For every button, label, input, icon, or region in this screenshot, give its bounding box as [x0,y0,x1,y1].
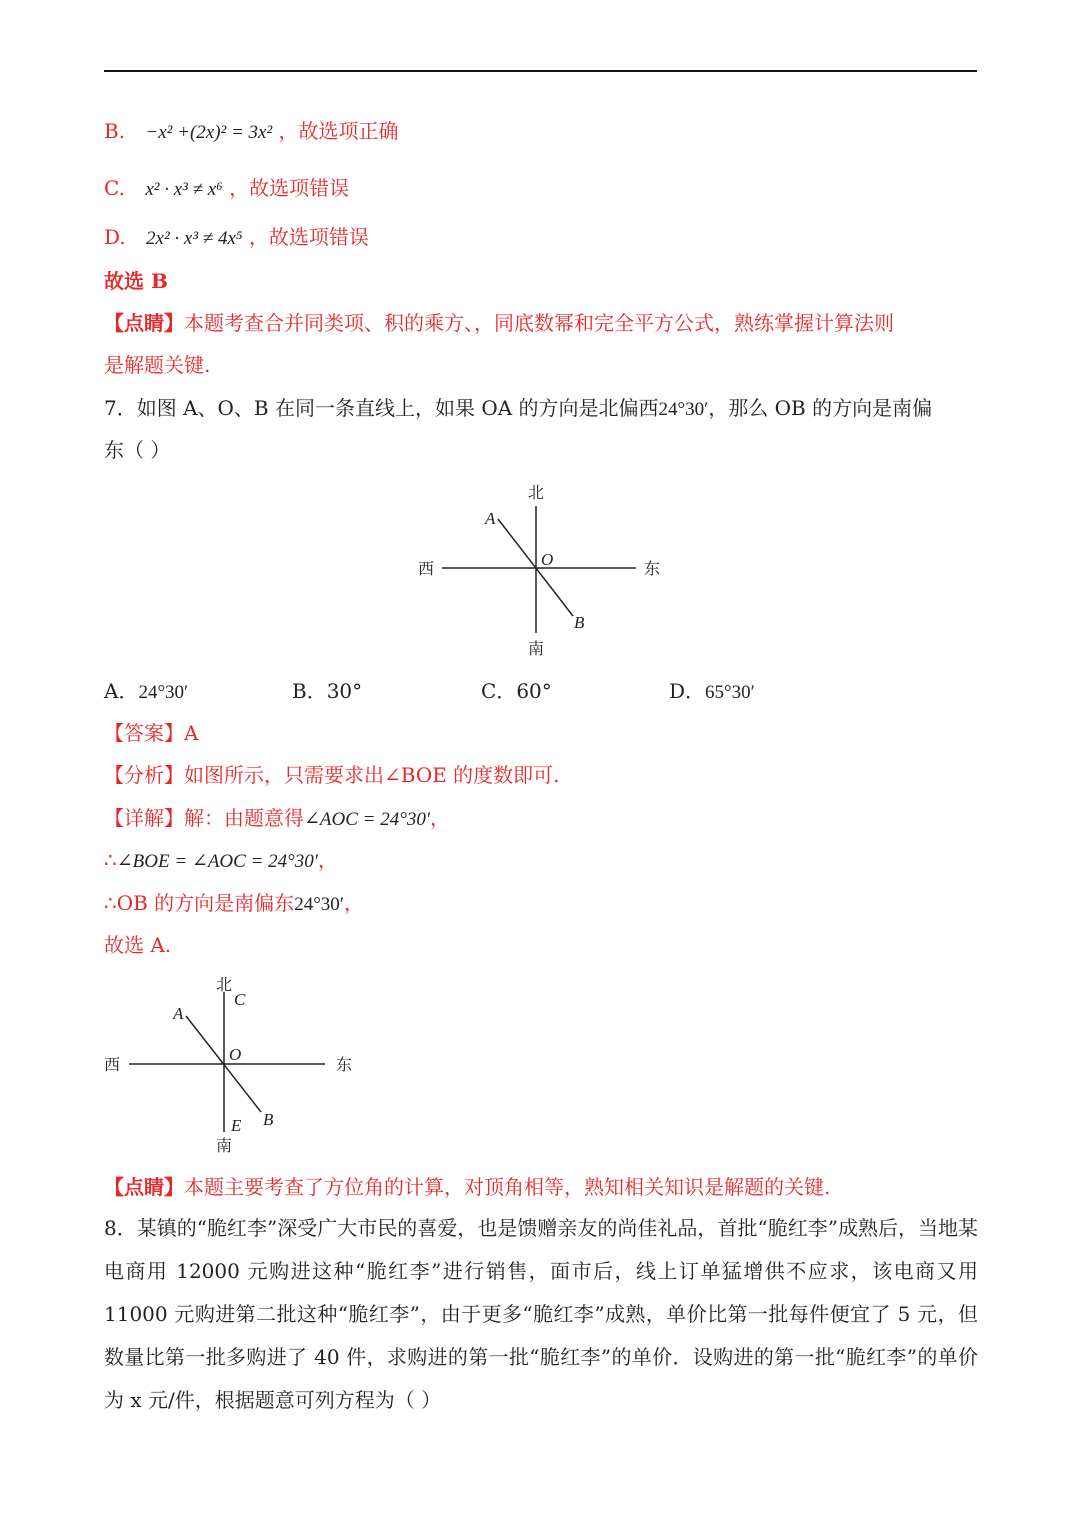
q7-detail [104,803,450,835]
fig2-south-label: 南 [216,1136,233,1155]
q7-answer-value: A [184,721,199,745]
q7-stem-line2: 东（ ） [104,438,171,462]
option-c-line [104,173,349,205]
option-b-text: ，故选项正确 [278,119,399,143]
q7-comment-tag: 【点睛】 [104,1175,184,1199]
fig1-east-label: 东 [644,559,661,578]
q7-option-c [481,676,552,706]
q7-option-b-value: 30° [326,679,363,703]
option-c-math: x² · x³ ≠ x⁶ [145,179,223,200]
q8-stem: 8．某镇的“脆红李”深受广大市民的喜爱，也是馈赠亲友的尚佳礼品，首批“脆红李”成熟后，当地某电商用 12000 元购进这种“脆红李”进行销售，面市后，线上订单猛增供不应求，该电商又用 11000 元购进第二批这种“脆红李”，由于更多“脆红李”成熟，单价比第一批每件便宜了 5 元，但数量比第一批多购进了 40 件，求购进的第一批“脆红李”的单价．设购进的第一批“脆红李”的单价为 x 元/件，根据题意可列方程为（ ） [104,1216,978,1412]
q7-option-a [104,676,188,708]
header-rule [104,70,977,72]
option-c-label: C. [104,176,125,200]
q7-option-a-label: A． [104,679,139,703]
option-d-line [104,222,369,254]
q7-option-b [292,676,362,706]
q7-answer-tag: 【答案】 [104,721,184,745]
option-b-label: B. [104,119,126,143]
q7-option-d [669,676,755,708]
option-c-text: ，故选项错误 [229,176,350,200]
fig1-south-label: 南 [528,639,545,658]
fig2-point-c: C [234,990,246,1009]
option-b-math: −x² +(2x)² = 3x² [145,122,273,143]
fig1-point-a: A [485,509,496,528]
q7-option-c-label: C． [481,679,517,703]
q6-comment-text1: 本题考查合并同类项、积的乘方、，同底数幂和完全平方公式，熟练掌握计算法则 [184,311,894,335]
option-d-text: ，故选项错误 [248,225,369,249]
fig1-west-label: 西 [418,559,435,578]
q6-comment-tag: 【点睛】 [104,311,184,335]
q7-step1-math: ∠BOE = ∠AOC = 24°30′ [116,851,318,872]
fig1-point-b: B [574,613,585,632]
fig2-west-label: 西 [104,1055,121,1074]
q7-option-d-label: D． [669,679,706,703]
q7-analysis [104,760,560,790]
fig1-north-label: 北 [528,483,545,502]
fig2-north-label: 北 [216,975,233,994]
q6-comment-line2: 是解题关键. [104,353,211,377]
q7-option-d-value: 65°30′ [705,682,755,703]
q7-analysis-tag: 【分析】 [104,763,184,787]
q7-stem-angle: 24°30′ [658,399,709,420]
fig2-east-label: 东 [336,1055,353,1074]
option-d-math: 2x² · x³ ≠ 4x⁵ [146,228,243,249]
q7-option-a-value: 24°30′ [138,682,189,703]
q7-answer [104,718,198,748]
q7-choice: 故选 A. [104,933,172,957]
q7-analysis-text: 如图所示，只需要求出∠BOE 的度数即可. [184,763,560,787]
q6-comment-line1 [104,308,894,338]
q7-option-c-value: 60° [516,679,552,703]
q7-step2-end: ， [343,891,364,915]
fig2-point-o: O [229,1045,242,1064]
fig2-point-e: E [231,1116,242,1135]
q7-option-b-label: B． [292,679,327,703]
q7-stem-b: ，那么 OB 的方向是南偏 [708,396,933,420]
compass-figure-2 [95,970,365,1160]
q7-comment-text: 本题主要考查了方位角的计算，对顶角相等，熟知相关知识是解题的关键. [184,1175,831,1199]
q7-comment [104,1172,830,1202]
q7-detail-text: 解：由题意得 [184,806,304,830]
q7-detail-tag: 【详解】 [104,806,184,830]
compass-figure-1 [410,478,680,663]
option-b-line [104,116,399,148]
q7-step2-text: ∴OB 的方向是南偏东 [104,891,295,915]
fig2-point-b: B [263,1110,274,1129]
q6-choice: 故选 B [104,269,168,293]
q7-stem-line1 [104,393,932,425]
q7-stem-a: 7．如图 A、O、B 在同一条直线上，如果 OA 的方向是北偏西 [104,396,659,420]
fig1-point-o: O [541,550,554,569]
q7-step2 [104,888,364,920]
option-d-label: D. [104,225,126,249]
q7-step2-math: 24°30′ [294,894,344,915]
q7-step1-end: ， [317,848,338,872]
q7-detail-math: ∠AOC = 24°30′ [304,809,430,830]
fig2-point-a: A [173,1004,184,1023]
q7-step1-therefore: ∴ [104,848,117,872]
q7-step1 [104,845,338,877]
q7-detail-end: ， [430,806,450,830]
